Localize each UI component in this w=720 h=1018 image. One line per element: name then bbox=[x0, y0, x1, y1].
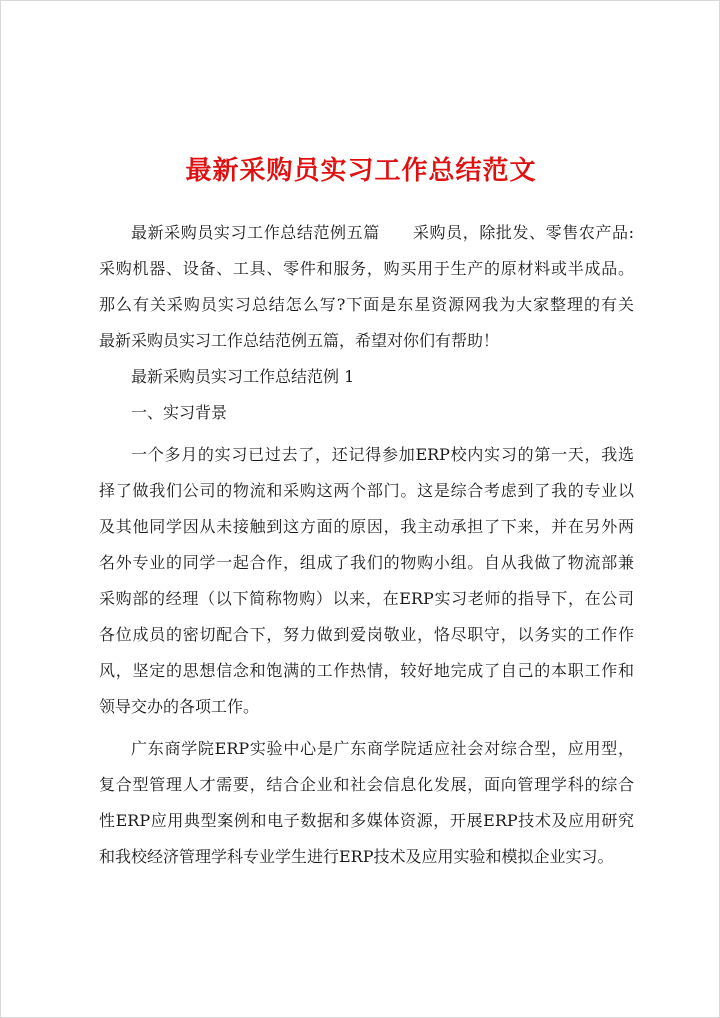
text-line: 最新采购员实习工作总结范例 1 bbox=[131, 367, 355, 386]
text-line: 最新采购员实习工作总结范例五篇，希望对你们有帮助！ bbox=[99, 331, 500, 350]
text-line: 广东商学院ERP实验中心是广东商学院适应社会对综合型，应用型， bbox=[131, 739, 634, 758]
document-title: 最新采购员实习工作总结范文 bbox=[185, 156, 537, 186]
text-line: 及其他同学因从未接触到这方面的原因，我主动承担了下来，并在另外两 bbox=[99, 517, 634, 536]
text-line: 那么有关采购员实习总结怎么写?下面是东星资源网我为大家整理的有关 bbox=[99, 295, 634, 314]
text-line: 复合型管理人才需要，结合企业和社会信息化发展，面向管理学科的综合 bbox=[99, 775, 634, 794]
text-line: 采购机器、设备、工具、零件和服务，购买用于生产的原材料或半成品。 bbox=[99, 259, 634, 278]
text-line: 领导交办的各项工作。 bbox=[99, 697, 260, 716]
text-line: 和我校经济管理学科专业学生进行ERP技术及应用实验和模拟企业实习。 bbox=[99, 847, 614, 866]
text-line: 性ERP应用典型案例和电子数据和多媒体资源，开展ERP技术及应用研究 bbox=[99, 811, 634, 830]
paragraph-erp-center bbox=[99, 731, 634, 875]
text-line: 名外专业的同学一起合作，组成了我们的物购小组。自从我做了物流部兼 bbox=[99, 553, 634, 572]
paragraph-internship bbox=[99, 437, 634, 725]
section-heading-background bbox=[99, 395, 634, 431]
section-heading-example-1 bbox=[99, 359, 634, 395]
text-line: 一个多月的实习已过去了，还记得参加ERP校内实习的第一天，我选 bbox=[131, 445, 634, 464]
text-line: 择了做我们公司的物流和采购这两个部门。这是综合考虑到了我的专业以 bbox=[99, 481, 634, 500]
text-line: 风，坚定的思想信念和饱满的工作热情，较好地完成了自己的本职工作和 bbox=[99, 661, 634, 680]
paragraph-intro bbox=[99, 215, 634, 359]
text-line: 一、实习背景 bbox=[131, 403, 228, 422]
text-line: 各位成员的密切配合下，努力做到爱岗敬业，恪尽职守，以务实的工作作 bbox=[99, 625, 634, 644]
text-line: 最新采购员实习工作总结范例五篇 采购员，除批发、零售农产品: bbox=[131, 223, 634, 242]
document-body bbox=[99, 215, 634, 875]
text-line: 采购部的经理（以下简称物购）以来，在ERP实习老师的指导下，在公司 bbox=[99, 589, 634, 608]
